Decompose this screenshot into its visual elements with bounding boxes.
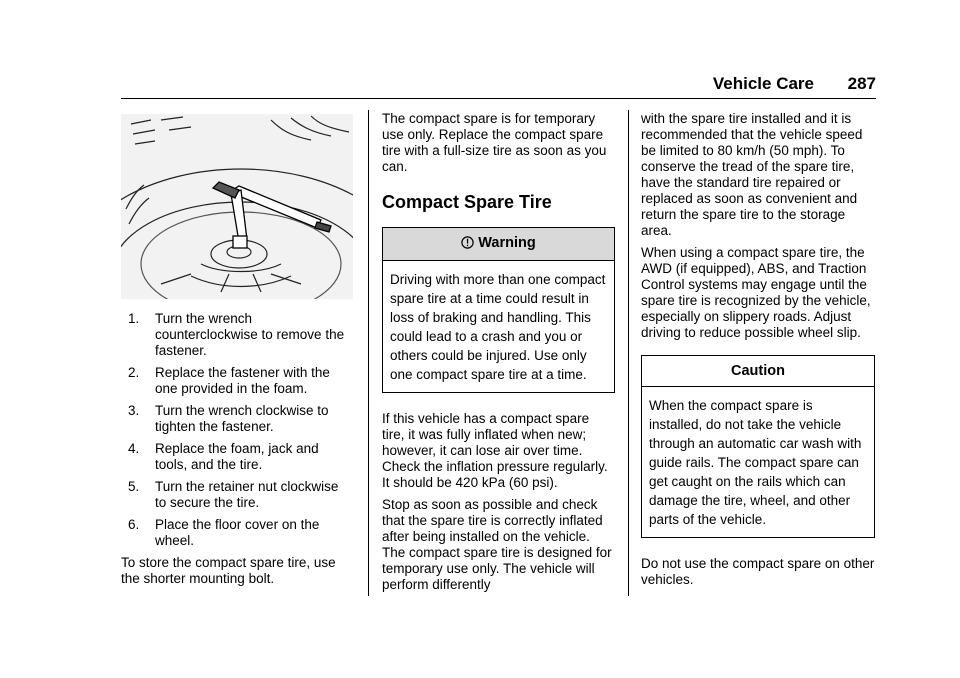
page-number: 287 [847,74,876,93]
storage-note: To store the compact spare tire, use the shorter mounting bolt. [121,555,336,586]
tire-wrench-drawing [121,114,353,299]
section-heading: Compact Spare Tire [382,192,552,212]
list-item: 3. Turn the wrench clockwise to tighten the fastener. [128,403,329,434]
section-title: Vehicle Care [712,74,814,93]
warning-body: Driving with more than one compact spare tire at a time could result in loss of braking and handling. This could lead to a crash and you or others could be injured. Use only one compact spare tire at a time. [390,272,606,382]
list-item: 4. Replace the foam, jack and tools, and the tire. [128,441,319,472]
column-1 [121,114,353,593]
caution-header: Caution [642,356,874,387]
intro-paragraph: The compact spare is for temporary use only. Replace the compact spare tire with a full-size tire as soon as you can. [382,111,607,174]
speed-paragraph: with the spare tire installed and it is recommended that the vehicle speed be limited to 80 km/h (50 mph). To conserve the tread of the spare tire, have the standard tire repaired or replaced as soon as convenient and return the spare tire to the storage area. [641,111,863,238]
column-divider-1 [368,110,369,596]
list-item: 1. Turn the wrench counterclockwise to remove the fastener. [128,311,345,358]
caution-box [641,355,875,538]
list-item: 5. Turn the retainer nut clockwise to secure the tire. [128,479,339,510]
caution-body: When the compact spare is installed, do not take the vehicle through an automatic car wash with guide rails. The compact spare can get caught on the rails which can damage the tire, wheel, and other parts of the vehicle. [649,398,862,527]
inflation-paragraph: If this vehicle has a compact spare tire, it was fully inflated when new; however, it can lose air over time. Check the inflation pressure regularly. It should be 420 kPa (60 psi). [382,411,608,490]
awd-paragraph: When using a compact spare tire, the AWD (if equipped), ABS, and Traction Control systems may engage until the spare tire is recognized by the vehicle, especially on slippery roads. Adjust driving to reduce possible wheel slip. [641,245,871,340]
warning-header [383,228,614,261]
spare-tire-wrench-illustration [121,114,353,299]
list-item: 2. Replace the fastener with the one provided in the foam. [128,365,330,396]
warning-box [382,227,615,393]
other-vehicles-paragraph: Do not use the compact spare on other vehicles. [641,556,875,587]
column-3 [641,111,875,594]
warning-icon [461,236,474,253]
list-item: 6. Place the floor cover on the wheel. [128,517,320,548]
column-divider-2 [628,110,629,596]
check-paragraph: Stop as soon as possible and check that the spare tire is correctly inflated after being installed on the vehicle. The compact spare tire is designed for temporary use only. The vehicle will perform differently [382,497,612,592]
column-2 [382,111,615,599]
procedure-steps [121,311,353,549]
page-header [121,74,876,99]
warning-title: Warning [478,235,536,251]
